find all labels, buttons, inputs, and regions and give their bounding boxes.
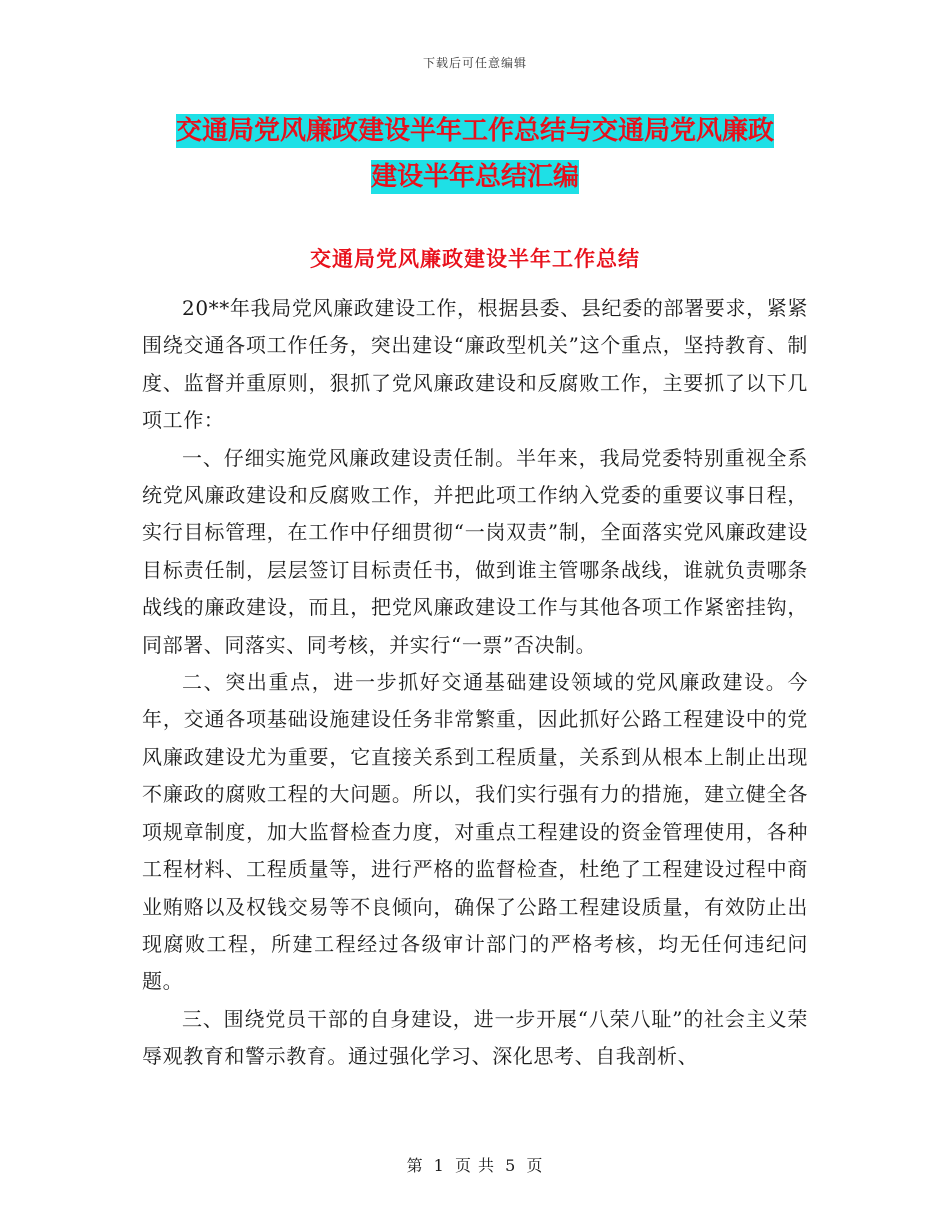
page-header-note: 下载后可任意编辑	[422, 56, 527, 70]
page-footer	[0, 1153, 950, 1176]
page-label-suffix: 页	[526, 1156, 544, 1175]
document-title	[145, 108, 805, 200]
page-number: 1	[433, 1156, 445, 1175]
page-label-mid: 页 共	[454, 1156, 496, 1175]
total-pages: 5	[505, 1156, 517, 1175]
section-title: 交通局党风廉政建设半年工作总结	[310, 247, 640, 271]
document-title-line-1: 交通局党风廉政建设半年工作总结与交通局党风廉政	[175, 116, 774, 146]
document-title-line-2: 建设半年总结汇编	[370, 162, 579, 192]
body-paragraph: 20**年我局党风廉政建设工作，根据县委、县纪委的部署要求，紧紧围绕交通各项工作任务，突出建设“廉政型机关”这个重点，坚持教育、制度、监督并重原则，狠抓了党风廉政建设和反腐败工作，主要抓了以下几项工作：	[142, 296, 808, 433]
document-body	[142, 290, 808, 1076]
body-paragraph: 三、围绕党员干部的自身建设，进一步开展“八荣八耻”的社会主义荣辱观教育和警示教育。通过强化学习、深化思考、自我剖析、	[142, 1006, 808, 1069]
body-paragraph: 二、突出重点，进一步抓好交通基础建设领域的党风廉政建设。今年，交通各项基础设施建设任务非常繁重，因此抓好公路工程建设中的党风廉政建设尤为重要，它直接关系到工程质量，关系到从根本上制止出现不廉政的腐败工程的大问题。所以，我们实行强有力的措施，建立健全各项规章制度，加大监督检查力度，对重点工程建设的资金管理使用，各种工程材料、工程质量等，进行严格的监督检查，杜绝了工程建设过程中商业贿赂以及权钱交易等不良倾向，确保了公路工程建设质量，有效防止出现腐败工程，所建工程经过各级审计部门的严格考核，均无任何违纪问题。	[142, 670, 808, 994]
body-paragraph: 一、仔细实施党风廉政建设责任制。半年来，我局党委特别重视全系统党风廉政建设和反腐败工作，并把此项工作纳入党委的重要议事日程，实行目标管理，在工作中仔细贯彻“一岗双责”制，全面落实党风廉政建设目标责任制，层层签订目标责任书，做到谁主管哪条战线，谁就负责哪条战线的廉政建设，而且，把党风廉政建设工作与其他各项工作紧密挂钩，同部署、同落实、同考核，并实行“一票”否决制。	[142, 445, 808, 657]
page-label-prefix: 第	[406, 1156, 424, 1175]
